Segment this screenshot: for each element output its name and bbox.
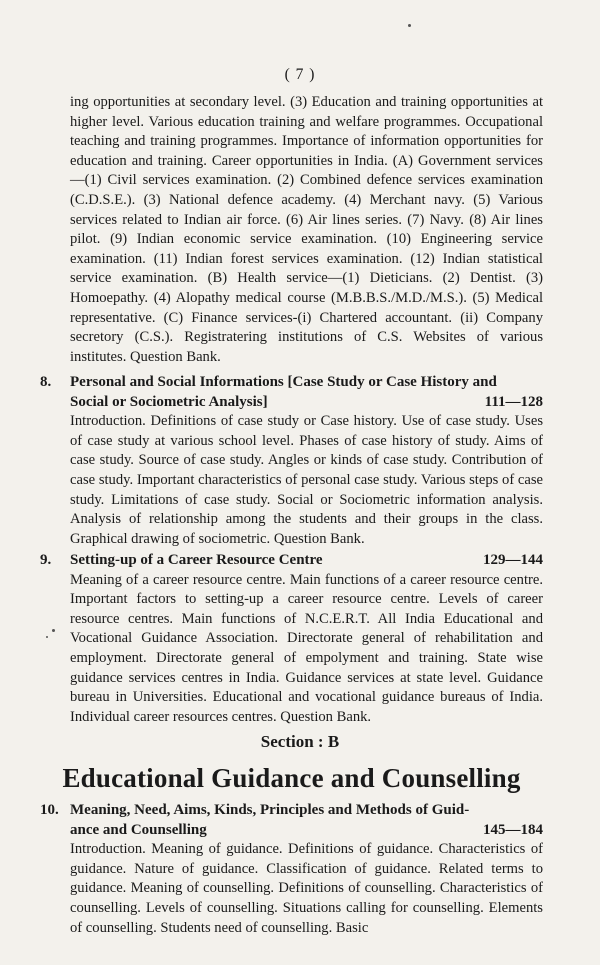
chapter-title-line: Social or Sociometric Analysis] — [70, 393, 268, 410]
chapter-number: 8. — [40, 374, 52, 390]
intro-paragraph-block — [70, 93, 543, 367]
chapter-title-line: Meaning, Need, Aims, Kinds, Principles and Methods of Guid- — [70, 802, 470, 818]
section-label: Section : B — [260, 732, 340, 751]
intro-paragraph: ing opportunities at secondary level. (3) Education and training opportunities at higher level. Various education training and welfare programmes. Occupational teaching and training programmes. Importance of information opportunities for education and training. Career opportunities in India. (A) Government services—(1) Civil services examination. (2) Combined defence services examination (C.D.S.E.). (3) National defence academy. (4) Merchant navy. (5) Various services related to Indian air force. (6) Air lines series. (7) Navy. (8) Air lines pilot. (9) Indian economic service examination. (10) Engineering service examination. (11) Indian forest services examination. (12) Indian statistical service examination. (B) Health service—(1) Dieticians. (2) Dentist. (3) Homoepathy. (4) Alopathy medical course (M.B.B.S./M.D./M.S.). (5) Medical representative. (C) Finance services-(i) Chartered accountant. (ii) Company secretory (C.S.). Registratering institutions of C.S. Websites of various institutes. Question Bank. — [70, 94, 543, 365]
print-speck — [408, 24, 411, 27]
chapter-content: Meaning of a career resource centre. Main functions of a career resource centre. Important factors to setting-up a career resource centre. Levels of career resource centres. Main functions of N.C.E.R.T. All India Educational and Vocational Guidance Association. Directorate general of rehabilitation and employment. Directorate general of empolyment and training. State wise guidance services centres in India. Guidance services at state level. Guidance bureau in Universities. Educational and vocational guidance bureaus of India. Individual career resources centres. Question Bank. — [70, 571, 543, 725]
chapter-title-line: Personal and Social Informations [Case Study or Case History and — [70, 374, 497, 390]
chapter-title-row — [70, 551, 543, 571]
chapter-number: 10. — [40, 802, 59, 818]
print-speck — [52, 629, 55, 632]
part-heading: Educational Guidance and Counselling — [62, 763, 521, 793]
chapter-number: 9. — [40, 552, 52, 568]
chapter-title-row — [70, 393, 543, 413]
page-number: ( 7 ) — [284, 66, 316, 83]
chapter-body — [70, 373, 543, 549]
chapter-title-line: Setting-up of a Career Resource Centre — [70, 552, 323, 568]
print-speck — [46, 636, 48, 638]
chapter-content: Introduction. Meaning of guidance. Definitions of guidance. Characteristics of guidance. Nature of guidance. Classification of guidance. Related terms to guidance. Meaning of counselling. Definitions of counselling. Characteristics of counselling. Levels of counselling. Situations calling for counselling. Elements of counselling. Students need of counselling. Basic — [70, 841, 543, 936]
chapter-body — [70, 801, 543, 938]
chapter-body — [70, 551, 543, 727]
chapter-content: Introduction. Definitions of case study or Case history. Use of case study. Uses of case study at various school level. Phases of case history of study. Aims of case study. Source of case study. Angles or kinds of case study. Contribution of case study. Important characteristics of personal case study. Various steps of case study. Limitations of case study. Social or Sociometric information analysis. Analysis of relationship among the students and their groups in the class. Graphical drawing of sociometric. Question Bank. — [70, 413, 543, 547]
chapter-title-row — [70, 821, 543, 841]
chapter-page-range: 111—128 — [484, 393, 543, 410]
chapter-page-range: 145—184 — [483, 821, 543, 838]
chapter-page-range: 129—144 — [483, 552, 543, 568]
chapter-title-line: ance and Counselling — [70, 821, 207, 838]
